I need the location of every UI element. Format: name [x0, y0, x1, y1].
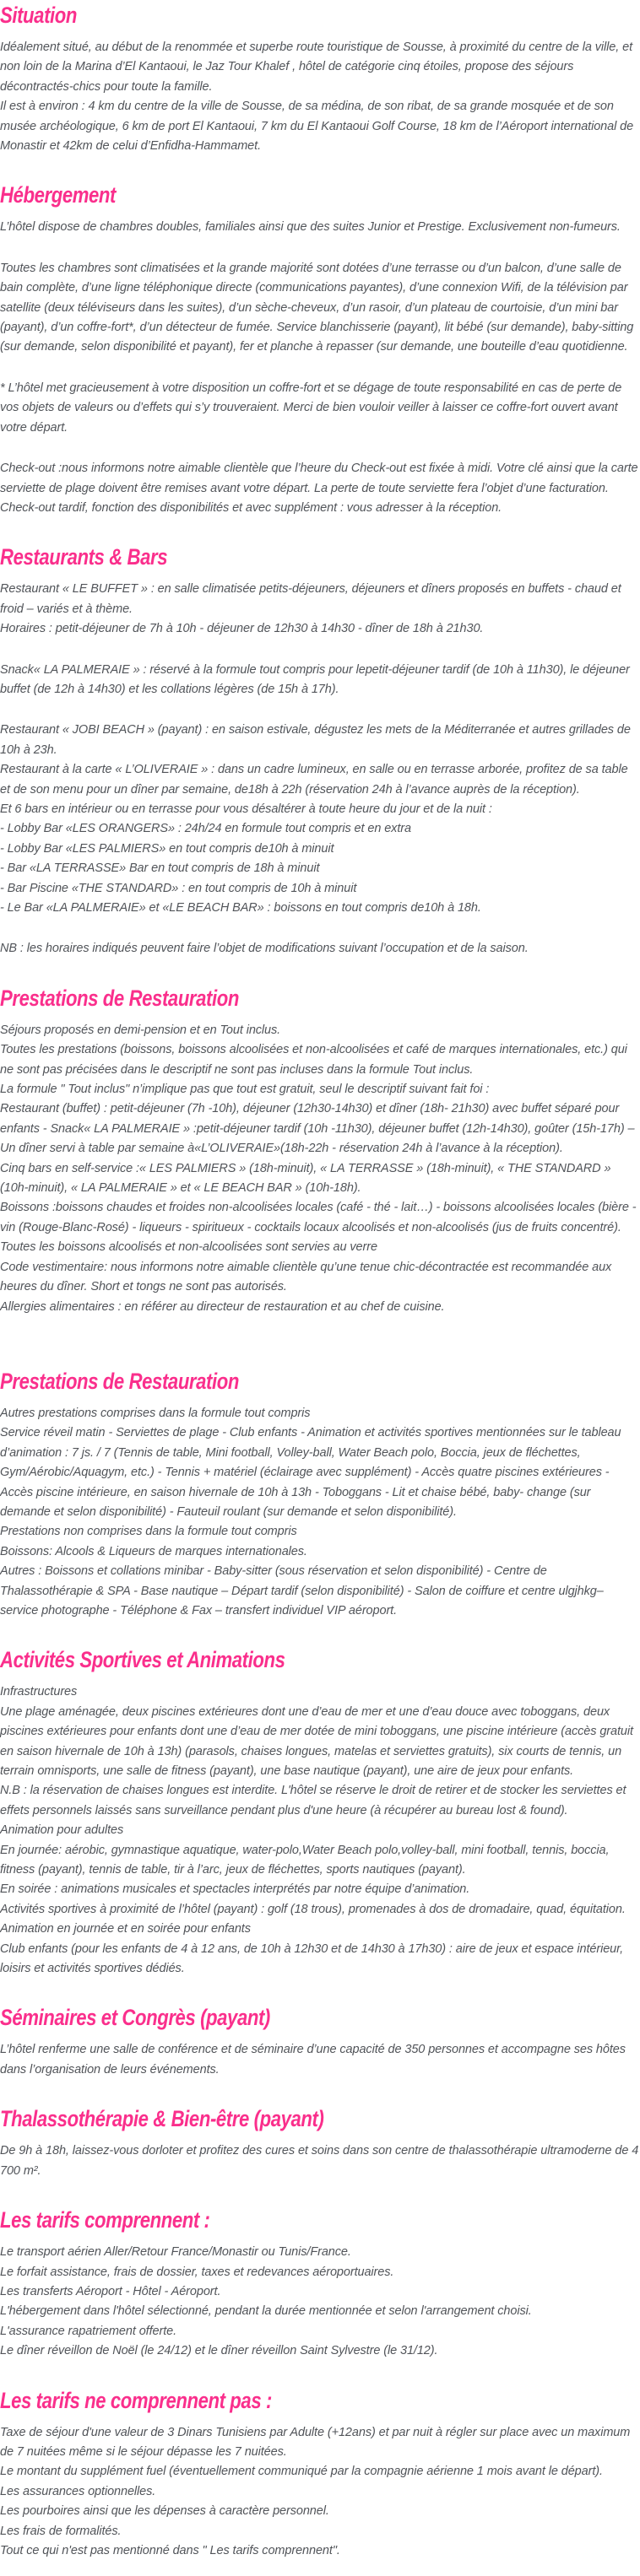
paragraph: Cinq bars en self-service :« LES PALMIERS » (18h-minuit), « LA TERRASSE » (18h-minuit), « THE STANDARD » (10h-minuit), « LA PALMERAIE » et « LE BEACH BAR » (10h-18h).: [0, 1161, 611, 1196]
section-title-hebergement: Hébergement: [0, 182, 116, 208]
paragraph: Une plage aménagée, deux piscines extérieures dont une d’eau de mer et une d’eau douce avec toboggans, deux piscines extérieures pour enfants dont une d’eau de mer dotée de mini toboggans, une piscine intérieure (accès gratuit en saison hivernale de 10h à 13h) (parasols, chaises longues, matelas et serviettes gratuits), six courts de tennis, un terrain omnisports, une salle de fitness (payant), une base nautique (payant), une aire de jeux pour enfants.: [0, 1704, 633, 1778]
paragraph: Animation en journée et en soirée pour enfants: [0, 1922, 251, 1936]
list-item-tarif: Tout ce qui n'est pas mentionné dans " Les tarifs comprennent".: [0, 2543, 340, 2557]
list-item-tarif: L'hébergement dans l'hôtel sélectionné, pendant la durée mentionnée et selon l'arrangement choisi.: [0, 2304, 532, 2319]
text-block: [0, 218, 640, 237]
paragraph: Snack« LA PALMERAIE » : réservé à la formule tout compris pour lepetit-déjeuner tardif (de 10h à 11h30), le déjeuner buffet (de 12h à 14h30) et les collations légères (de 15h à 17h).: [0, 662, 630, 696]
list-item-tarif: Les frais de formalités.: [0, 2524, 122, 2538]
paragraph: Autres : Boissons et collations minibar - Baby-sitter (sous réservation et selon disponibilité) - Centre de Thalassothérapie & SPA - Base nautique – Départ tardif (selon disponibilité) - Salon de coiffure et centre ulgjhkg– service photographe - Téléphone & Fax – transfert individuel VIP aéroport.: [0, 1564, 604, 1617]
text-block: [0, 661, 640, 700]
section-activites-sportives: [0, 1646, 640, 1979]
paragraph: Code vestimentaire: nous informons notre aimable clientèle qu’une tenue chic-décontractée est recommandée aux heures du dîner. Short et tongs ne sont pas autorisés.: [0, 1260, 612, 1294]
text-block: [0, 459, 640, 518]
paragraph: Il est à environ : 4 km du centre de la ville de Sousse, de sa médina, de son ribat, de sa grande mosquée et de son musée archéologique, 6 km de port El Kantaoui, 7 km du El Kantaoui Golf Course, 18 km de l’Aéroport international de Monastir et 42km de celui d’Enfidha-Hammamet.: [0, 100, 634, 154]
list-item-tarif: Les pourboires ainsi que les dépenses à caractère personnel.: [0, 2504, 329, 2519]
text-block: [0, 38, 640, 156]
paragraph: Check-out :nous informons notre aimable clientèle que l’heure du Check-out est fixée à midi. Votre clé ainsi que la carte serviette de plage doivent être remises avant votre départ. La perte de toute serviette fera l’objet d’une facturation.: [0, 462, 638, 495]
list-item-tarif: Les transferts Aéroport - Hôtel - Aéroport.: [0, 2284, 221, 2298]
section-title-prestations-restauration-2: Prestations de Restauration: [0, 1368, 239, 1394]
section-restaurants-bars: [0, 543, 640, 959]
paragraph: Restaurant « LE BUFFET » : en salle climatisée petits-déjeuners, déjeuners et dîners proposés en buffets - chaud et froid – variés et à thème.: [0, 582, 621, 616]
list-item-tarif: Le montant du supplément fuel (éventuellement communiqué par la compagnie aérienne 1 mois avant le départ).: [0, 2465, 603, 2479]
paragraph: Et 6 bars en intérieur ou en terrasse pour vous désaltérer à toute heure du jour et de la nuit :: [0, 802, 492, 816]
section-title-thalassotherapie: Thalassothérapie & Bien-être (payant): [0, 2106, 324, 2132]
list-item-tarif: Taxe de séjour d'une valeur de 3 Dinars Tunisiens par Adulte (+12ans) et par nuit à régler sur place avec un maximum de 7 nuitées même si le séjour dépasse les 7 nuitées.: [0, 2425, 631, 2459]
paragraph: En journée: aérobic, gymnastique aquatique, water-polo,Water Beach polo,volley-ball, mini football, tennis, boccia, fitness (payant), tennis de table, tir à l’arc, jeux de fléchettes, sports nautiques (payant).: [0, 1843, 610, 1877]
section-prestations-restauration-1: [0, 985, 640, 1317]
text-block: [0, 379, 640, 438]
paragraph: Toutes les chambres sont climatisées et la grande majorité sont dotées d’une terrasse ou d’un balcon, d’une salle de bain complète, d’une ligne téléphonique directe (communications payantes), d’une connexion Wifi, de la télévision par satellite (deux téléviseurs dans les suites), d’un sèche-cheveux, d’un rasoir, d’un plateau de courtoisie, d’un mini bar (payant), d’un coffre-fort*, d’un détecteur de fumée. Service blanchisserie (payant), lit bébé (sur demande), baby-sitting (sur demande, selon disponibilité et payant), fer et planche à repasser (sur demande, une bouteille d’eau quotidienne.: [0, 261, 634, 354]
text-block: [0, 1404, 640, 1621]
paragraph: En soirée : animations musicales et spectacles interprétés par notre équipe d’animation.: [0, 1882, 470, 1897]
paragraph: Horaires : petit-déjeuner de 7h à 10h - déjeuner de 12h30 à 14h30 - dîner de 18h à 21h30.: [0, 622, 484, 636]
paragraph: L’hôtel dispose de chambres doubles, familiales ainsi que des suites Junior et Prestige. Exclusivement non-fumeurs.: [0, 220, 621, 235]
text-block: [0, 2243, 640, 2361]
section-title-tarifs-comprennent: Les tarifs comprennent :: [0, 2207, 210, 2233]
text-block: [0, 259, 640, 358]
paragraph: Animation pour adultes: [0, 1823, 124, 1838]
section-title-activites-sportives: Activités Sportives et Animations: [0, 1647, 285, 1673]
list-item-bar: - Bar Piscine «THE STANDARD» : en tout compris de 10h à minuit: [0, 881, 357, 895]
paragraph: Infrastructures: [0, 1685, 78, 1699]
section-situation: [0, 2, 640, 156]
section-prestations-restauration-2: [0, 1368, 640, 1621]
paragraph: La formule " Tout inclus" n’implique pas que tout est gratuit, seul le descriptif suivant fait foi :: [0, 1083, 490, 1097]
text-block: [0, 1021, 640, 1317]
paragraph: Séjours proposés en demi-pension et en Tout inclus.: [0, 1023, 281, 1037]
paragraph: Restaurant à la carte « L’OLIVERAIE » : dans un cadre lumineux, en salle ou en terrasse arborée, profitez de sa table et de son menu pour un dîner par semaine, de18h à 22h (réservation 24h à l’avance auprès de la réception).: [0, 763, 628, 797]
paragraph: Autres prestations comprises dans la formule tout compris: [0, 1406, 311, 1420]
paragraph: Restaurant (buffet) : petit-déjeuner (7h -10h), déjeuner (12h30-14h30) et dîner (18h- 21h30) avec buffet séparé pour enfants - Snack« LA PALMERAIE » :petit-déjeuner tardif (10h -11h30), déjeuner buffet (12h-14h30), goûter (15h-17h) – Un dîner servi à table par semaine à«L’OLIVERAIE»(18h-22h - réservation 24h à l’avance à la réception).: [0, 1102, 635, 1156]
section-title-restaurants-bars: Restaurants & Bars: [0, 544, 168, 570]
list-item-bar: - Lobby Bar «LES ORANGERS» : 24h/24 en formule tout compris et en extra: [0, 822, 411, 836]
paragraph: Restaurant « JOBI BEACH » (payant) : en saison estivale, dégustez les mets de la Méditerranée et autres grillades de 10h à 23h.: [0, 723, 631, 757]
section-title-tarifs-ne-comprennent-pas: Les tarifs ne comprennent pas :: [0, 2387, 272, 2413]
section-thalassotherapie: [0, 2105, 640, 2181]
text-block: [0, 580, 640, 639]
list-item-tarif: Le dîner réveillon de Noël (le 24/12) et le dîner réveillon Saint Sylvestre (le 31/12).: [0, 2344, 438, 2358]
paragraph: NB : les horaires indiqués peuvent faire l’objet de modifications suivant l’occupation et de la saison.: [0, 942, 529, 956]
section-tarifs-ne-comprennent-pas: [0, 2387, 640, 2562]
paragraph: De 9h à 18h, laissez-vous dorloter et profitez des cures et soins dans son centre de thalassothérapie ultramoderne de 4 700 m².: [0, 2144, 639, 2178]
paragraph: L’hôtel renferme une salle de conférence et de séminaire d’une capacité de 350 personnes et accompagne ses hôtes dans l’organisation de leurs événements.: [0, 2043, 626, 2076]
paragraph: Prestations non comprises dans la formule tout compris: [0, 1525, 297, 1539]
paragraph: Allergies alimentaires : en référer au directeur de restauration et au chef de cuisine.: [0, 1299, 445, 1314]
section-title-prestations-restauration: Prestations de Restauration: [0, 985, 239, 1011]
section-tarifs-comprennent: [0, 2206, 640, 2361]
paragraph: Toutes les prestations (boissons, boissons alcoolisées et non-alcoolisées et café de marques internationales, etc.) qui ne sont pas précisées dans le descriptif ne sont pas incluses dans la formule Tout inclus.: [0, 1043, 627, 1077]
list-item-tarif: Le transport aérien Aller/Retour France/Monastir ou Tunis/France.: [0, 2245, 351, 2260]
paragraph: Activités sportives à proximité de l’hôtel (payant) : golf (18 trous), promenades à dos de dromadaire, quad, équitation.: [0, 1902, 626, 1916]
list-item-bar: - Le Bar «LA PALMERAIE» et «LE BEACH BAR» : boissons en tout compris de10h à 18h.: [0, 901, 481, 915]
paragraph: N.B : la réservation de chaises longues est interdite. L'hôtel se réserve le droit de retirer et de stocker les serviettes et effets personnels laissés sans surveillance pendant plus d'une heure (à récupérer au bureau lost & found).: [0, 1784, 626, 1817]
text-block: [0, 939, 640, 959]
list-item-tarif: L'assurance rapatriement offerte.: [0, 2324, 177, 2338]
paragraph: Boissons :boissons chaudes et froides non-alcoolisées locales (café - thé - lait…) - boissons alcoolisées locales (bière - vin (Rouge-Blanc-Rosé) - liqueurs - spiritueux - cocktails locaux alcoolisés et non-alcoolisés (jus de fruits concentré).: [0, 1201, 637, 1234]
paragraph: Toutes les boissons alcoolisés et non-alcoolisées sont servies au verre: [0, 1240, 377, 1255]
paragraph: Idéalement situé, au début de la renommée et superbe route touristique de Sousse, à proximité du centre de la ville, et non loin de la Marina d’El Kantaoui, le Jaz Tour Khalef , hôtel de catégorie cinq étoiles, propose des séjours décontractés-chics pour toute la famille.: [0, 41, 632, 94]
list-item-bar: - Bar «LA TERRASSE» Bar en tout compris de 18h à minuit: [0, 861, 320, 876]
list-item-tarif: Les assurances optionnelles.: [0, 2484, 156, 2498]
text-block: [0, 1682, 640, 1979]
section-title-seminaires-congres: Séminaires et Congrès (payant): [0, 2005, 270, 2031]
paragraph: Club enfants (pour les enfants de 4 à 12 ans, de 10h à 12h30 et de 14h30 à 17h30) : aire de jeux et espace intérieur, loisirs et activités sportives dédiés.: [0, 1941, 624, 1976]
paragraph: Boissons: Alcools & Liqueurs de marques internationales.: [0, 1544, 307, 1558]
list-item-bar: - Lobby Bar «LES PALMIERS» en tout compris de10h à minuit: [0, 841, 334, 856]
section-title-situation: Situation: [0, 3, 78, 28]
text-block: [0, 2423, 640, 2562]
paragraph: Service réveil matin - Serviettes de plage - Club enfants - Animation et activités sportives mentionnées sur le tableau d’animation : 7 js. / 7 (Tennis de table, Mini football, Volley-ball, Water Beach polo, Boccia, jeux de fléchettes, Gym/Aérobic/Aquagym, etc.) - Tennis + matériel (éclairage avec supplément) - Accès quatre piscines extérieures - Accès piscine intérieure, en saison hivernale de 10h à 13h - Toboggans - Lit et chaise bébé, baby- change (sur demande et selon disponibilité) - Fauteuil roulant (sur demande et selon disponibilité).: [0, 1426, 621, 1519]
paragraph: * L’hôtel met gracieusement à votre disposition un coffre-fort et se dégage de toute responsabilité en cas de perte de vos objets de valeurs ou d’effets qui s’y trouveraient. Merci de bien vouloir veiller à laisser ce coffre-fort ouvert avant votre départ.: [0, 381, 622, 435]
text-block: [0, 2141, 640, 2181]
text-block: [0, 2040, 640, 2080]
section-hebergement: [0, 181, 640, 518]
list-item-tarif: Le forfait assistance, frais de dossier, taxes et redevances aéroportuaires.: [0, 2265, 394, 2279]
paragraph: Check-out tardif, fonction des disponibilités et avec supplément : vous adresser à la réception.: [0, 500, 502, 515]
section-seminaires-congres: [0, 2004, 640, 2080]
text-block: [0, 721, 640, 918]
